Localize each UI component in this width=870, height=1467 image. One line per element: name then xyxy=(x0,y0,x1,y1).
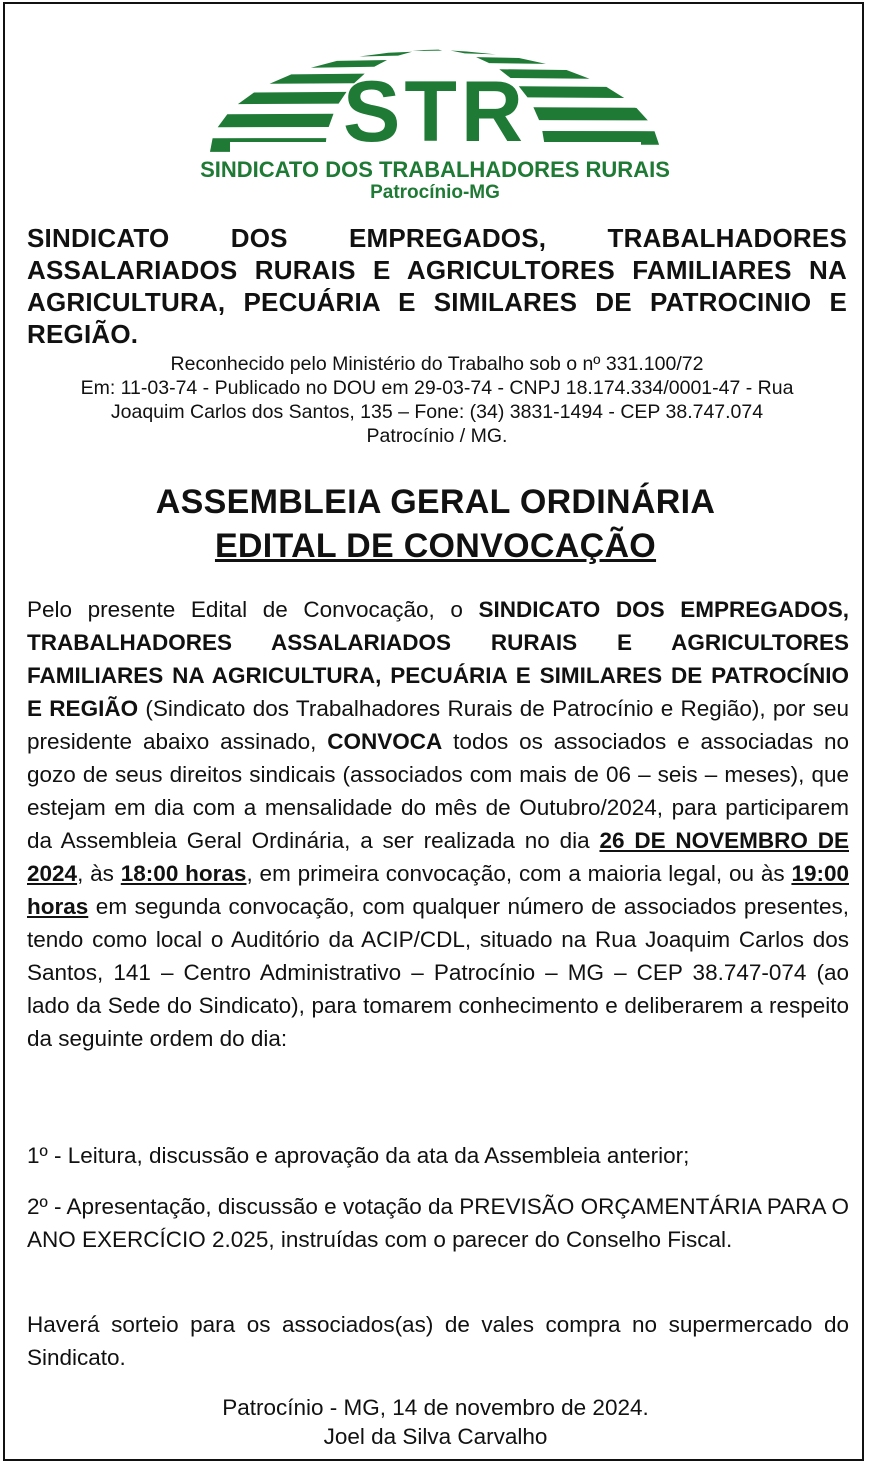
logo-furrow-stripe xyxy=(359,52,412,57)
sub-title: EDITAL DE CONVOCAÇÃO xyxy=(214,527,657,565)
notice-page xyxy=(3,2,864,1461)
registration-line: Patrocínio / MG. xyxy=(366,425,508,447)
logo-furrow-stripe xyxy=(238,92,347,104)
place-date: Patrocínio - MG, 14 de novembro de 2024. xyxy=(222,1395,649,1420)
body-time-second: 19:00 horas xyxy=(27,861,849,919)
body-text: , em primeira convocação, com a maioria legal, ou às xyxy=(246,861,792,886)
agenda-item-1: 1º - Leitura, discussão e aprovação da ata da Assembleia anterior; xyxy=(27,1143,690,1168)
logo-acronym: STR xyxy=(343,64,527,160)
agenda-item-2: 2º - Apresentação, discussão e votação da PREVISÃO ORÇAMENTÁRIA PARA O ANO EXERCÍCIO 2.025, instruídas com o parecer do Conselho Fiscal. xyxy=(27,1194,849,1252)
signature-block xyxy=(5,1393,866,1451)
body-time-first: 18:00 horas xyxy=(120,861,247,886)
logo-name: SINDICATO DOS TRABALHADORES RURAIS xyxy=(200,157,670,182)
body-text: todos os associados e associadas no gozo de seus direitos sindicais (associados com mais de 06 – seis – meses), que estejam em dia com a mensalidade do mês de Outubro/2024, para participarem da Assembleia Geral Ordinária, a ser realizada no dia xyxy=(27,729,849,853)
body-text: , às xyxy=(77,861,121,886)
subtitle-wrap xyxy=(5,524,866,568)
signatory-name: Joel da Silva Carvalho xyxy=(323,1424,548,1449)
str-logo-graphic xyxy=(5,4,866,209)
body-text: (Sindicato dos Trabalhadores Rurais de Patrocínio e Região), por seu presidente abaixo assinado, xyxy=(27,696,849,754)
logo-city: Patrocínio-MG xyxy=(370,182,500,203)
logo-furrow-stripe xyxy=(412,50,442,51)
logo-furrow-stripe xyxy=(519,86,624,98)
logo-furrow-stripe xyxy=(476,57,546,64)
logo-furrow-stripe xyxy=(450,51,495,55)
str-logo xyxy=(5,4,866,209)
registration-info xyxy=(27,352,847,448)
organization-name: SINDICATO DOS EMPREGADOS, TRABALHADORES ASSALARIADOS RURAIS E AGRICULTORES FAMILIARES NA AGRICULTURA, PECUÁRIA E SIMILARES DE PATROCINIO E REGIÃO. xyxy=(27,223,847,349)
logo-furrow-stripe xyxy=(218,114,334,127)
body-date: 26 DE NOVEMBRO DE 2024 xyxy=(27,828,849,886)
body-convoca: CONVOCA xyxy=(327,729,443,754)
registration-line: Joaquim Carlos dos Santos, 135 – Fone: (34) 3831-1494 - CEP 38.747.074 xyxy=(110,401,764,423)
notice-titles xyxy=(5,480,866,568)
body-text: em segunda convocação, com qualquer número de associados presentes, tendo como local o Auditório da ACIP/CDL, situado na Rua Joaquim Carlos dos Santos, 141 – Centro Administrativo – Patrocínio – MG – CEP 38.747-074 (ao lado da Sede do Sindicato), para tomarem conhecimento e deliberarem a respeito da seguinte ordem do dia: xyxy=(27,894,849,1051)
convocation-body xyxy=(27,593,849,1055)
raffle-note: Haverá sorteio para os associados(as) de vales compra no supermercado do Sindicato. xyxy=(27,1312,849,1370)
registration-line: Reconhecido pelo Ministério do Trabalho sob o nº 331.100/72 xyxy=(170,353,704,375)
main-title: ASSEMBLEIA GERAL ORDINÁRIA xyxy=(155,483,716,521)
registration-line: Em: 11-03-74 - Publicado no DOU em 29-03-74 - CNPJ 18.174.334/0001-47 - Rua xyxy=(80,377,794,399)
body-org-name: SINDICATO DOS EMPREGADOS, TRABALHADORES ASSALARIADOS RURAIS E AGRICULTORES FAMILIARES NA AGRICULTURA, PECUÁRIA E SIMILARES DE PATROCÍNIO E REGIÃO xyxy=(27,597,849,721)
body-text: Pelo presente Edital de Convocação, o xyxy=(27,597,479,622)
logo-furrow-stripe xyxy=(533,107,647,120)
